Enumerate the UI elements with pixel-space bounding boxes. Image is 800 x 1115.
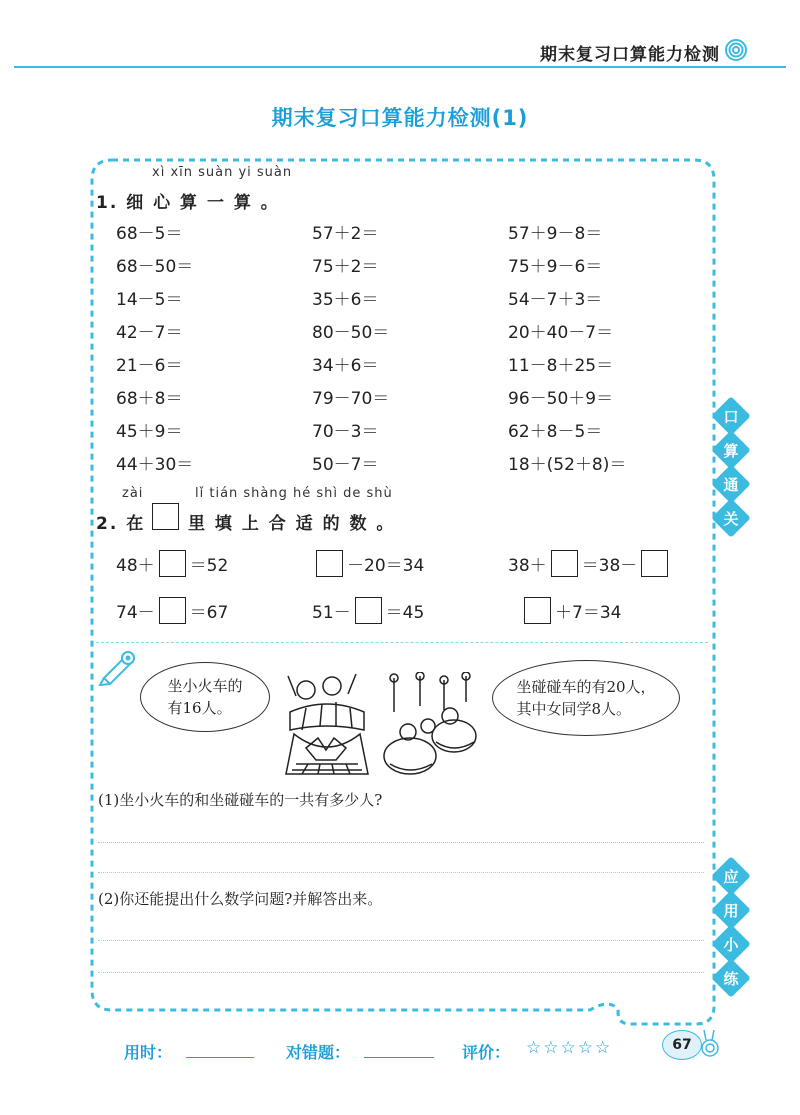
errors-field[interactable] [364, 1057, 434, 1058]
header-title: 期末复习口算能力检测 [540, 45, 720, 65]
bumper-car-illustration [380, 672, 480, 782]
section1-pinyin: xì xīn suàn yi suàn [152, 165, 293, 180]
equation: 21－6＝ [116, 356, 183, 376]
equation-right: －20＝34 [347, 556, 425, 576]
time-field[interactable] [186, 1057, 254, 1058]
answer-box[interactable] [159, 550, 186, 577]
page-number: 67 [662, 1030, 702, 1060]
equation: 11－8＋25＝ [508, 356, 614, 376]
fill-equation [508, 550, 668, 577]
equation: 42－7＝ [116, 323, 183, 343]
equation: 62＋8－5＝ [508, 422, 603, 442]
answer-box[interactable] [316, 550, 343, 577]
equation: 68＋8＝ [116, 389, 183, 409]
section-divider [96, 642, 708, 643]
fill-equation [524, 597, 621, 624]
side-tag-char: 口 [723, 408, 739, 426]
equation: 45＋9＝ [116, 422, 183, 442]
speech-bubble-left [140, 662, 270, 732]
equation-left: 51－ [312, 603, 351, 623]
bubble-line: 坐小火车的 [167, 677, 243, 695]
equation-left: 74－ [116, 603, 155, 623]
side-tag [714, 896, 748, 926]
side-tag-char: 练 [723, 970, 739, 988]
equation-right: ＝45 [385, 603, 425, 623]
section2-title-prefix: 2. 在 [96, 514, 146, 534]
train-ride-illustration [272, 668, 382, 780]
equation: 70－3＝ [312, 422, 379, 442]
rating-stars[interactable]: ☆☆☆☆☆ [526, 1038, 613, 1058]
fill-equation [116, 597, 228, 624]
equation: 54－7＋3＝ [508, 290, 603, 310]
pencil-icon [98, 648, 138, 686]
snail-icon [700, 1026, 720, 1060]
side-tag [714, 436, 748, 466]
side-tag-char: 通 [723, 476, 739, 494]
answer-box[interactable] [355, 597, 382, 624]
equation: 18＋(52＋8)＝ [508, 455, 627, 475]
equation: 34＋6＝ [312, 356, 379, 376]
swirl-icon [724, 38, 748, 62]
rating-label: 评价： [462, 1043, 511, 1062]
side-tag-char: 小 [723, 936, 739, 954]
equation-right: ＝52 [189, 556, 229, 576]
page-title: 期末复习口算能力检测(1) [271, 106, 529, 130]
equation: 50－7＝ [312, 455, 379, 475]
equation: 57＋9－8＝ [508, 224, 603, 244]
answer-box[interactable] [641, 550, 668, 577]
side-tag [714, 504, 748, 534]
equation: 80－50＝ [312, 323, 390, 343]
equation-left: 38＋ [508, 556, 547, 576]
side-tag [714, 402, 748, 432]
equation-right: ＋7＝34 [555, 603, 622, 623]
side-tag [714, 930, 748, 960]
equation: 75＋2＝ [312, 257, 379, 277]
side-tag [714, 470, 748, 500]
speech-bubble-right [492, 660, 680, 736]
equation: 68－50＝ [116, 257, 194, 277]
equation: 14－5＝ [116, 290, 183, 310]
section2-title-suffix: 里 填 上 合 适 的 数 。 [188, 514, 396, 534]
equation: 68－5＝ [116, 224, 183, 244]
equation: 79－70＝ [312, 389, 390, 409]
equation: 44＋30＝ [116, 455, 194, 475]
answer-box[interactable] [159, 597, 186, 624]
answer-line[interactable] [98, 972, 704, 973]
side-tag-char: 算 [723, 442, 739, 460]
equation: 96－50＋9＝ [508, 389, 614, 409]
side-tag-char: 用 [723, 902, 739, 920]
equation: 35＋6＝ [312, 290, 379, 310]
answer-line[interactable] [98, 940, 704, 941]
section2-pinyin-a: zài [122, 486, 144, 501]
answer-box[interactable] [551, 550, 578, 577]
bubble-line: 有16人。 [167, 699, 232, 717]
side-tag-char: 应 [723, 868, 739, 886]
fill-equation [312, 597, 424, 624]
section1-title: 1. 细 心 算 一 算 。 [96, 193, 280, 213]
time-label: 用时： [124, 1043, 173, 1062]
answer-box[interactable] [152, 503, 179, 530]
errors-label: 对错题： [286, 1043, 351, 1062]
fill-equation [116, 550, 228, 577]
equation: 75＋9－6＝ [508, 257, 603, 277]
equation: 20＋40－7＝ [508, 323, 614, 343]
fill-equation [316, 550, 424, 577]
bubble-line: 坐碰碰车的有20人， [516, 678, 656, 696]
section2-pinyin-b: lǐ tián shàng hé shì de shù [195, 486, 393, 501]
equation-right: ＝67 [189, 603, 229, 623]
bubble-line: 其中女同学8人。 [516, 700, 631, 718]
answer-line[interactable] [98, 842, 704, 843]
answer-line[interactable] [98, 872, 704, 873]
question-1: (1)坐小火车的和坐碰碰车的一共有多少人? [98, 791, 383, 809]
header-divider [14, 66, 786, 68]
equation-left: 48＋ [116, 556, 155, 576]
side-tag-char: 关 [723, 510, 739, 528]
side-tag [714, 862, 748, 892]
answer-box[interactable] [524, 597, 551, 624]
question-2: (2)你还能提出什么数学问题?并解答出来。 [98, 890, 383, 908]
equation-right: ＝38－ [581, 556, 638, 576]
equation: 57＋2＝ [312, 224, 379, 244]
side-tag [714, 964, 748, 994]
